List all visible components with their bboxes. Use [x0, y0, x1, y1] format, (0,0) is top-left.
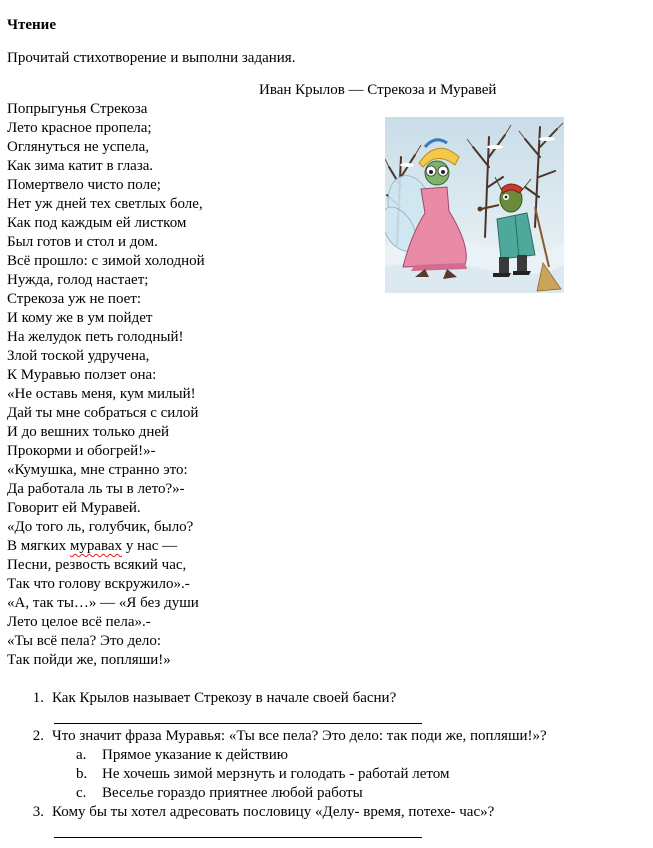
poem-line: Так пойди же, попляши!» — [7, 652, 171, 668]
poem-line: Да работала ль ты в лето?»- — [7, 481, 185, 497]
option-letter: a. — [76, 747, 87, 763]
answer-line[interactable] — [54, 723, 422, 724]
poem-line: Злой тоской удручена, — [7, 348, 150, 364]
option-text: Прямое указание к действию — [102, 747, 288, 763]
question-text: Что значит фраза Муравья: «Ты все пела? Это дело: так поди же, попляши!»? — [52, 728, 547, 744]
poem-line: Песни, резвость всякий час, — [7, 557, 187, 573]
question-text: Кому бы ты хотел адресовать пословицу «Делу- время, потехе- час»? — [52, 804, 495, 820]
poem-line: Стрекоза уж не поет: — [7, 291, 142, 307]
poem-line: Лето целое всё пела».- — [7, 614, 151, 630]
poem-line: Попрыгунья Стрекоза — [7, 101, 148, 117]
question-text: Как Крылов называет Стрекозу в начале своей басни? — [52, 690, 397, 706]
poem-line: Говорит ей Муравей. — [7, 500, 141, 516]
poem-line: «А, так ты…» — «Я без души — [7, 595, 199, 611]
poem-line: Так что голову вскружило».- — [7, 576, 190, 592]
poem-line: К Муравью ползет она: — [7, 367, 157, 383]
fable-illustration — [385, 117, 564, 293]
poem-line: Прокорми и обогрей!»- — [7, 443, 156, 459]
option-text: Не хочешь зимой мерзнуть и голодать - работай летом — [102, 766, 450, 782]
poem-line: Дай ты мне собраться с силой — [7, 405, 199, 421]
option-letter: b. — [76, 766, 88, 782]
dragonfly-ant-illustration — [385, 117, 564, 293]
answer-line[interactable] — [54, 837, 422, 838]
poem-line: Всё прошло: с зимой холодной — [7, 253, 205, 269]
poem-line: Нет уж дней тех светлых боле, — [7, 196, 203, 212]
poem-title: Иван Крылов — Стрекоза и Муравей — [259, 82, 497, 98]
poem-line: И до вешних только дней — [7, 424, 170, 440]
poem-line: Был готов и стол и дом. — [7, 234, 158, 250]
poem-line: И кому же в ум пойдет — [7, 310, 153, 326]
question-number: 1. — [32, 690, 44, 706]
section-heading: Чтение — [7, 17, 56, 33]
poem-line: Как зима катит в глаза. — [7, 158, 154, 174]
spellcheck-line: В мягких муравах у нас — — [7, 538, 178, 554]
poem-line — [7, 537, 205, 556]
question-number: 2. — [32, 728, 44, 744]
spellcheck-underlined-word: муравах — [69, 538, 123, 554]
poem-line: Как под каждым ей листком — [7, 215, 187, 231]
poem-line: Лето красное пропела; — [7, 120, 152, 136]
option-text: Веселье гораздо приятнее любой работы — [102, 785, 363, 801]
poem-line: «До того ль, голубчик, было? — [7, 519, 194, 535]
option-letter: c. — [76, 785, 87, 801]
poem-line: «Кумушка, мне странно это: — [7, 462, 188, 478]
poem-line: «Не оставь меня, кум милый! — [7, 386, 196, 402]
poem-line: Нужда, голод настает; — [7, 272, 149, 288]
poem-lines — [7, 100, 205, 670]
instruction-text: Прочитай стихотворение и выполни задания. — [7, 50, 296, 66]
poem-line: Оглянуться не успела, — [7, 139, 150, 155]
poem-line: Помертвело чисто поле; — [7, 177, 161, 193]
question-number: 3. — [32, 804, 44, 820]
poem-line: «Ты всё пела? Это дело: — [7, 633, 161, 649]
poem-line: На желудок петь голодный! — [7, 329, 184, 345]
